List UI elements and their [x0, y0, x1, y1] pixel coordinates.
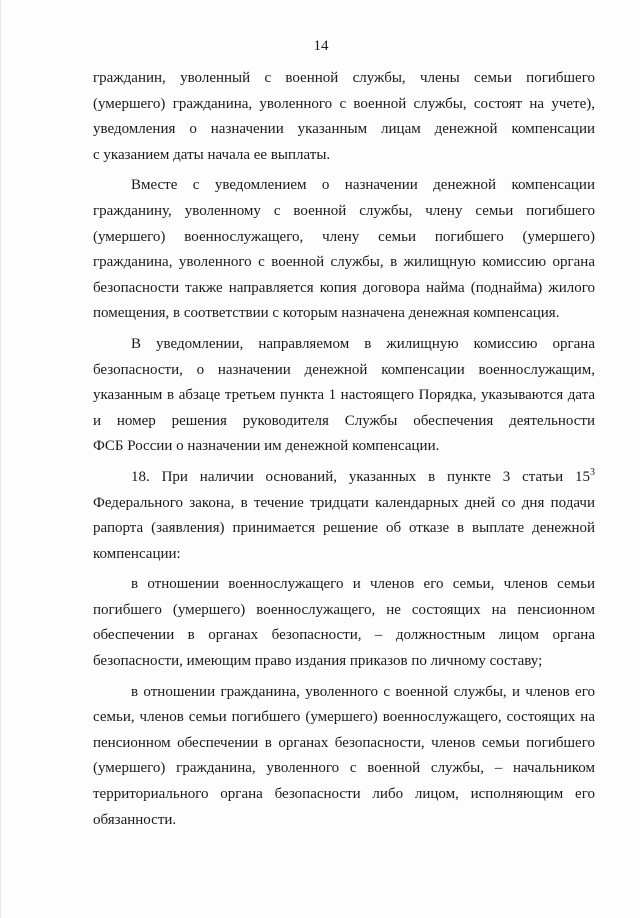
text-line: [93, 572, 595, 598]
line-text: семьи, членов семьи погибшего (умершего) военнослужащего, состоящих на: [93, 709, 595, 726]
line-text: (умершего) военнослужащего, члену семьи погибшего (умершего): [93, 228, 595, 245]
article-superscript: 3: [590, 466, 595, 478]
text-line: [93, 173, 595, 199]
line-text: Федерального закона, в течение тридцати календарных дней со дня подачи: [93, 494, 595, 511]
text-line: [93, 808, 595, 834]
line-text: Вместе с уведомлением о назначении денежной компенсации: [131, 177, 595, 194]
text-line: [93, 542, 595, 568]
line-text: гражданина, уволенного с военной службы, в жилищную комиссию органа: [93, 254, 595, 271]
line-text: в отношении гражданина, уволенного с военной службы, и членов его: [131, 683, 595, 700]
text-line: [93, 117, 595, 143]
paragraph-3: [93, 332, 595, 460]
text-line: [93, 598, 595, 624]
text-line: [93, 623, 595, 649]
line-text: рапорта (заявления) принимается решение об отказе в выплате денежной: [93, 520, 595, 537]
line-text: безопасности также направляется копия договора найма (поднайма) жилого: [93, 279, 595, 296]
text-line: [93, 276, 595, 302]
text-line: [93, 782, 595, 808]
line-text: указанным в абзаце третьем пункта 1 настоящего Порядка, указываются дата: [93, 387, 595, 404]
line-text: ФСБ России о назначении им денежной компенсации.: [93, 438, 440, 455]
line-text: уведомления о назначении указанным лицам денежной компенсации: [93, 121, 595, 138]
text-line: [93, 143, 595, 169]
text-line: [93, 250, 595, 276]
line-text: гражданину, уволенному с военной службы, члену семьи погибшего: [93, 202, 595, 219]
text-line: [93, 731, 595, 757]
text-line: [93, 756, 595, 782]
text-line: [93, 199, 595, 225]
line-text: территориального органа безопасности либо лицом, исполняющим его: [93, 786, 595, 803]
text-line: [93, 649, 595, 675]
line-text: пенсионном обеспечении в органах безопасности, членов семьи погибшего: [93, 734, 595, 751]
line-text: обеспечении в органах безопасности, – должностным лицом органа: [93, 627, 595, 644]
paragraph-1: [93, 66, 595, 168]
line-text: (умершего) гражданина, уволенного с военной службы, – начальником: [93, 760, 595, 777]
text-line: [93, 225, 595, 251]
text-line: [93, 705, 595, 731]
document-body: [93, 66, 595, 833]
text-line: [93, 358, 595, 384]
line-text: 18. При наличии оснований, указанных в пункте 3 статьи 15: [131, 468, 590, 485]
line-text: компенсации:: [93, 545, 181, 562]
paragraph-4: [93, 465, 595, 567]
paragraph-2: [93, 173, 595, 327]
line-text: с указанием даты начала ее выплаты.: [93, 146, 331, 163]
paragraph-5: [93, 572, 595, 674]
text-line: [93, 491, 595, 517]
text-line: [93, 409, 595, 435]
line-text: безопасности, имеющим право издания приказов по личному составу;: [93, 653, 543, 670]
line-text: гражданин, уволенный с военной службы, члены семьи погибшего: [93, 70, 595, 86]
line-text: в отношении военнослужащего и членов его семьи, членов семьи: [131, 576, 595, 593]
line-text: погибшего (умершего) военнослужащего, не состоящих на пенсионном: [93, 601, 595, 618]
text-line: [93, 434, 595, 460]
line-text: В уведомлении, направляемом в жилищную комиссию органа: [131, 335, 595, 352]
line-text: и номер решения руководителя Службы обеспечения деятельности: [93, 412, 595, 429]
text-line: [93, 92, 595, 118]
text-line: [93, 332, 595, 358]
line-text: безопасности, о назначении денежной компенсации военнослужащим,: [93, 361, 595, 378]
paragraph-6: [93, 680, 595, 834]
line-text: обязанности.: [93, 811, 177, 828]
line-text: помещения, в соответствии с которым назначена денежная компенсация.: [93, 305, 560, 322]
text-line: [93, 516, 595, 542]
page-number: 14: [313, 38, 329, 54]
text-line: [93, 66, 595, 92]
text-line: [93, 680, 595, 706]
line-text: (умершего) гражданина, уволенного с военной службы, состоят на учете),: [93, 95, 595, 112]
text-line: [93, 465, 595, 491]
text-line: [93, 383, 595, 409]
text-line: [93, 301, 595, 327]
